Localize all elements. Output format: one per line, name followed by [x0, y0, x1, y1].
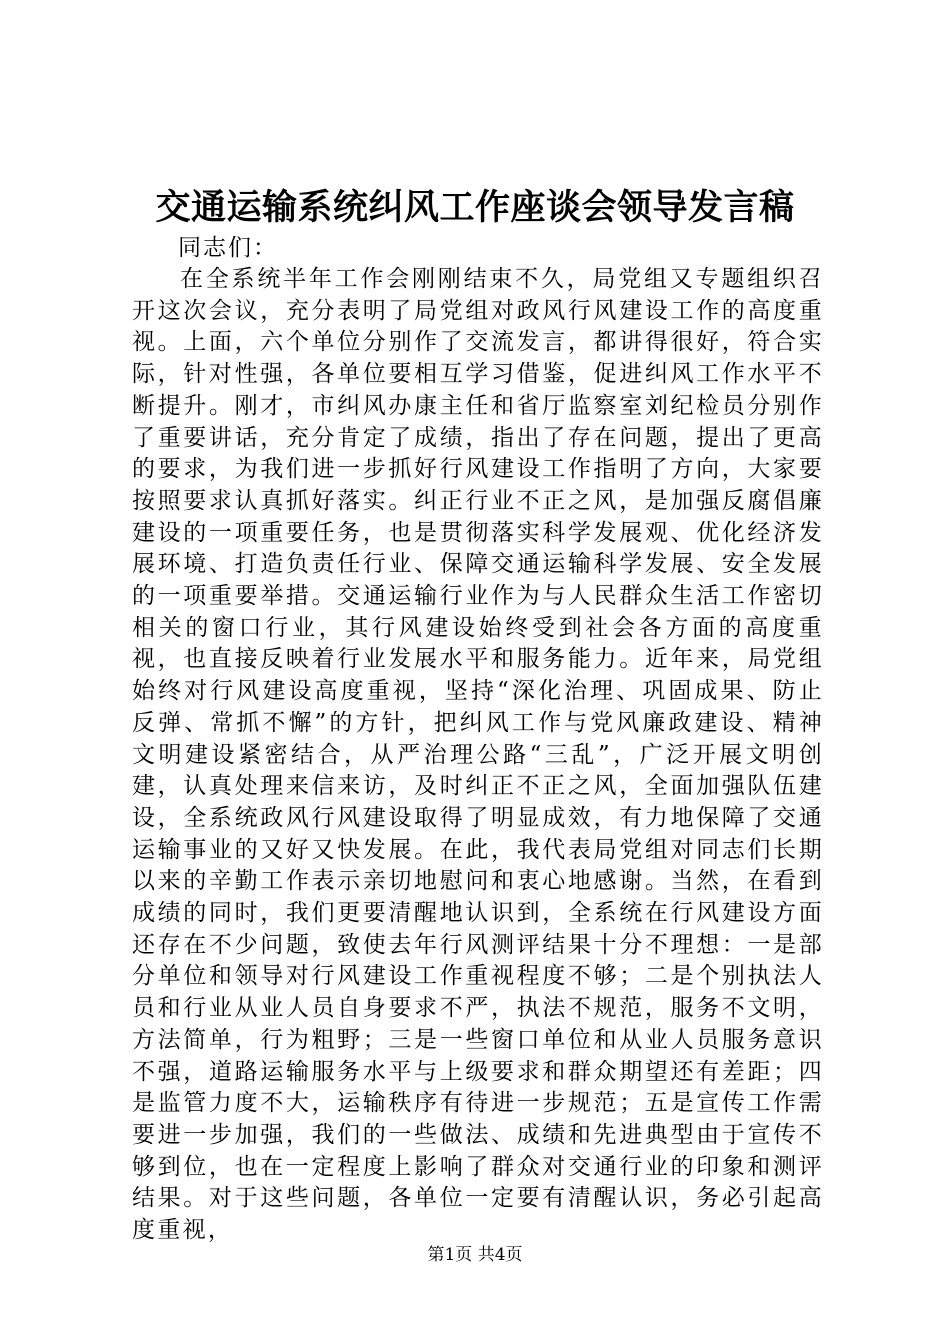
document-title: 交通运输系统纠风工作座谈会领导发言稿 — [155, 187, 795, 228]
page-number: 第1页 共4页 — [427, 1245, 523, 1265]
salutation: 同志们： — [178, 235, 278, 261]
body-paragraph: 在全系统半年工作会刚刚结束不久，局党组又专题组织召开这次会议，充分表明了局党组对政风行风建设工作的高度重视。上面，六个单位分别作了交流发言，都讲得很好，符合实际，针对性强，各单位要相互学习借鉴，促进纠风工作水平不断提升。刚才，市纠风办康主任和省厅监察室刘纪检员分别作了重要讲话，充分肯定了成绩，指出了存在问题，提出了更高的要求，为我们进一步抓好行风建设工作指明了方向，大家要按照要求认真抓好落实。纠正行业不正之风，是加强反腐倡廉建设的一项重要任务，也是贯彻落实科学发展观、优化经济发展环境、打造负责任行业、保障交通运输科学发展、安全发展的一项重要举措。交通运输行业作为与人民群众生活工作密切相关的窗口行业，其行风建设始终受到社会各方面的高度重视，也直接反映着行业发展水平和服务能力。近年来，局党组始终对行风建设高度重视，坚持“深化治理、巩固成果、防止反弹、常抓不懈”的方针，把纠风工作与党风廉政建设、精神文明建设紧密结合，从严治理公路“三乱”，广泛开展文明创建，认真处理来信来访，及时纠正不正之风，全面加强队伍建设，全系统政风行风建设取得了明显成效，有力地保障了交通运输事业的又好又快发展。在此，我代表局党组对同志们长期以来的辛勤工作表示亲切地慰问和衷心地感谢。当然，在看到成绩的同时，我们更要清醒地认识到，全系统在行风建设方面还存在不少问题，致使去年行风测评结果十分不理想：一是部分单位和领导对行风建设工作重视程度不够；二是个别执法人员和行业从业人员自身要求不严，执法不规范，服务不文明，方法简单，行为粗野；三是一些窗口单位和从业人员服务意识不强，道路运输服务水平与上级要求和群众期望还有差距；四是监管力度不大，运输秩序有待进一步规范；五是宣传工作需要进一步加强，我们的一些做法、成绩和先进典型由于宣传不够到位，也在一定程度上影响了群众对交通行业的印象和测评结果。对于这些问题，各单位一定要有清醒认识，务必引起高度重视， — [132, 266, 824, 1244]
